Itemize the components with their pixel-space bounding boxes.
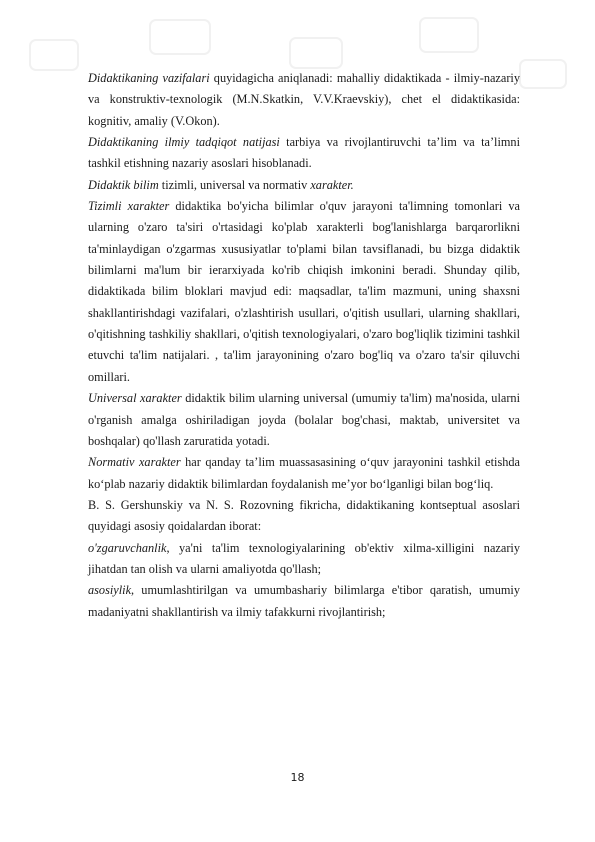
paragraph-term: xarakter. [310,177,354,192]
paragraph-term: Didaktikaning vazifalari [88,71,210,85]
paragraph [88,580,520,623]
paragraph-text: , umumlashtirilgan va umumbashariy bilimlarga e'tibor qaratish, umumiy madaniyatni shakllantirish va ilmiy tafakkurni rivojlantirish; [88,583,520,619]
paragraph-text: , ya'ni ta'lim texnologiyalarining ob'ektiv xilma-xilligini nazariy jihatdan tan olish va ularni amaliyotda qo'llash; [88,540,520,576]
paragraph-text: didaktik bilim ularning universal (umumiy ta'lim) ma'nosida, ularni o'rganish amalga oshiriladigan joyda (bolalar bog'chasi, maktab, universitet va boshqalar) qo'llash zaruratida yotadi. [88,391,520,448]
document-body [88,68,520,623]
paragraph-term: Universal xarakter [88,391,182,406]
paragraph-text: didaktika bo'yicha bilimlar o'quv jarayoni ta'limning tomonlari va ularning o'zaro ta'siri o'rtasidagi ko'plab xarakterli bog'lanishlarga barqarorlikni ta'minlaydigan o'zgarmas xususiyatlar to'plami bilan tavsiflanadi, bu bizga didaktik bilimlarni ma'lum bir ierarxiyada ko'rib chiqish imkonini beradi. Shunday qilib, didaktikada bilim bloklari mavjud edi: maqsadlar, ta'lim mazmuni, uning shaxsni shakllantirishdagi vazifalari, o'zlashtirish usullari, o'qitish usullari, ularning shakllari, o'qitishning tashkiliy shakllari, o'qitish texnologiyalari, o'zaro bog'liqlik tizimini tashkil etuvchi ta'lim natijalari. , ta'lim jarayonining o'zaro bog'liq va o'zaro ta'sir qiluvchi omillari. [88,199,520,384]
paragraph [88,68,520,132]
paragraph [88,538,520,581]
paragraph-text: tizimli, universal va normativ [158,177,311,192]
paragraph [88,196,520,388]
paragraph-term: Tizimli xarakter [88,199,170,214]
paragraph [88,495,520,538]
paragraph-term: Didaktikaning ilmiy tadqiqot natijasi [88,135,280,150]
paragraph-term: o'zgaruvchanlik [88,540,167,555]
paragraph [88,388,520,452]
paragraph-term: asosiylik [88,583,132,598]
paragraph-text: B. S. Gershunskiy va N. S. Rozovning fikricha, didaktikaning kontseptual asoslari quyidagi asosiy qoidalardan iborat: [88,497,520,534]
paragraph-text: quyidagicha aniqlanadi: mahalliy didaktikada - ilmiy-nazariy va konstruktiv-texnologik (M.N.Skatkin, V.V.Kraevskiy), chet el didaktikasida: kognitiv, amaliy (V.Okon). [88,71,521,128]
paragraph-term: Normativ xarakter [88,455,181,470]
paragraph-text: tarbiya va rivojlantiruvchi ta’lim va ta’limni tashkil etishning nazariy asoslari hisoblanadi. [88,135,520,171]
page-number: 18 [290,771,305,784]
paragraph [88,132,520,175]
paragraph [88,175,520,196]
paragraph-text: har qanday ta’lim muassasasining o‘quv jarayonini tashkil etishda ko‘plab nazariy didaktik bilimlardan foydalanish me’yor bo‘lganligi bilan bog‘liq. [88,455,520,491]
paragraph-term: Didaktik bilim [88,177,159,192]
paragraph [88,452,520,495]
